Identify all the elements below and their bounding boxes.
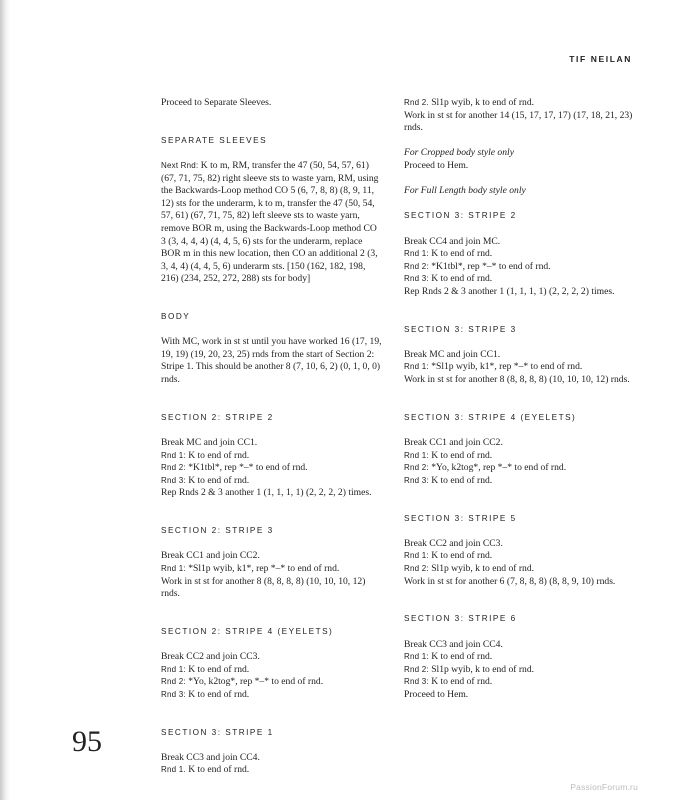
round-text: K to end of rnd. [188, 474, 250, 486]
instruction-line: Proceed to Hem. [404, 159, 469, 171]
round-label: Rnd 1: [161, 450, 186, 460]
round-text: *K1tbl*, rep *–* to end of rnd. [188, 462, 308, 474]
round-label: Rnd 1: [404, 551, 429, 561]
round-label: Rnd 1: [404, 362, 429, 372]
round-label: Rnd 2: [161, 463, 186, 473]
round-row [404, 550, 636, 563]
round-label: Rnd 1. [161, 765, 186, 775]
instruction-text: K to m, RM, transfer the 47 (50, 54, 57, 61) (67, 71, 75, 82) right sleeve sts to waste yarn, RM, using the Backwards-Loop method CO 5 (6, 7, 8, 8) (8, 9, 11, 12) sts for the underarm, k to m, transfer the 47 (50, 54, 57, 61) (67, 71, 75, 82) left sleeve sts to waste yarn, remove BOR m, using the Backwards-Loop method CO 3 (3, 4, 4, 4) (4, 4, 5, 6) sts for the underarm, replace BOR m in this new location, then CO an additional 2 (3, 3, 4, 4) (4, 4, 5, 6) underarm sts. [150 (162, 182, 198, 216) (234, 252, 272, 288) sts for body] [161, 159, 379, 285]
round-text: K to end of rnd. [188, 663, 250, 675]
intro-text: Proceed to Separate Sleeves. [161, 97, 272, 108]
section-heading-body: BODY [161, 312, 191, 322]
round-label: Rnd 1: [404, 450, 429, 460]
round-text: Sl1p wyib, k to end of rnd. [431, 97, 535, 108]
full-length-style-title: For Full Length body style only [404, 185, 526, 197]
instruction-line: Rep Rnds 2 & 3 another 1 (1, 1, 1, 1) (2, 2, 2, 2) times. [404, 285, 615, 297]
round-text: K to end of rnd. [431, 273, 493, 285]
round-row [404, 676, 636, 689]
round-text: K to end of rnd. [431, 248, 493, 260]
left-column [161, 97, 383, 777]
round-row [161, 764, 383, 777]
round-row [404, 273, 636, 286]
round-label: Rnd 2. [404, 98, 429, 107]
round-label: Rnd 3: [404, 475, 429, 485]
round-text: *Sl1p wyib, k1*, rep *–* to end of rnd. [188, 562, 340, 574]
round-row [404, 361, 636, 374]
round-label: Rnd 1: [161, 664, 186, 674]
watermark-text: PassionForum.ru [570, 782, 638, 792]
author-header: TIF NEILAN [569, 54, 632, 64]
round-text: K to end of rnd. [188, 449, 250, 461]
round-text: K to end of rnd. [188, 688, 250, 700]
round-row [404, 462, 636, 475]
instruction-line: Work in st st for another 6 (7, 8, 8, 8) (8, 8, 9, 10) rnds. [404, 575, 616, 587]
section-heading-s2-stripe3: SECTION 2: STRIPE 3 [161, 526, 274, 536]
round-label: Rnd 1: [404, 249, 429, 259]
instruction-line: Break CC3 and join CC4. [404, 638, 503, 650]
round-text: *Yo, k2tog*, rep *–* to end of rnd. [431, 462, 567, 474]
round-text: K to end of rnd. [431, 449, 493, 461]
round-text: K to end of rnd. [431, 676, 493, 688]
right-column [404, 97, 636, 702]
round-label: Rnd 2: [404, 563, 429, 573]
round-text: K to end of rnd. [188, 764, 250, 776]
round-text: *Sl1p wyib, k1*, rep *–* to end of rnd. [431, 361, 583, 373]
round-text: *Yo, k2tog*, rep *–* to end of rnd. [188, 676, 324, 688]
round-label: Rnd 2: [404, 261, 429, 271]
round-row [161, 450, 383, 463]
round-row [161, 462, 383, 475]
instruction-line: Break CC2 and join CC3. [161, 651, 260, 663]
round-text: *K1tbl*, rep *–* to end of rnd. [431, 260, 551, 272]
round-text: K to end of rnd. [431, 474, 493, 486]
instruction-line: Work in st st for another 8 (8, 8, 8, 8) (10, 10, 10, 12) rnds. [404, 374, 630, 386]
section-heading-s3-stripe6: SECTION 3: STRIPE 6 [404, 614, 517, 624]
section-heading-s3-stripe2: SECTION 3: STRIPE 2 [404, 211, 517, 221]
round-label: Rnd 3: [161, 475, 186, 485]
round-row [404, 450, 636, 463]
round-row [404, 475, 636, 488]
round-row [404, 248, 636, 261]
body-instructions: With MC, work in st st until you have worked 16 (17, 19, 19, 19) (19, 20, 23, 25) rnds from the start of Section 2: Stripe 1. This should be another 8 (7, 10, 6, 2) (0, 1, 0, 0) rnds. [161, 336, 382, 386]
section-heading-separate-sleeves: SEPARATE SLEEVES [161, 135, 268, 145]
round-label: Rnd 3: [404, 677, 429, 687]
round-label: Rnd 1: [161, 563, 186, 573]
round-row [161, 676, 383, 689]
round-row [404, 664, 636, 677]
round-label: Rnd 2: [161, 677, 186, 687]
instruction-line: Work in st st for another 14 (15, 17, 17, 17) (17, 18, 21, 23) rnds. [404, 109, 633, 134]
page-binding-shadow [0, 0, 10, 800]
round-label: Rnd 3: [404, 274, 429, 284]
instruction-line: Break CC3 and join CC4. [161, 751, 260, 763]
instruction-line: Rep Rnds 2 & 3 another 1 (1, 1, 1, 1) (2, 2, 2, 2) times. [161, 487, 372, 499]
round-row [161, 689, 383, 702]
round-row [404, 651, 636, 664]
section-heading-s3-stripe4: SECTION 3: STRIPE 4 (EYELETS) [404, 412, 577, 422]
instruction-line: Proceed to Hem. [404, 688, 469, 700]
round-text: K to end of rnd. [431, 550, 493, 562]
section-heading-s2-stripe4: SECTION 2: STRIPE 4 (EYELETS) [161, 626, 334, 636]
instruction-line: Break CC4 and join MC. [404, 235, 501, 247]
round-label: Rnd 3: [161, 689, 186, 699]
instruction-line: Break MC and join CC1. [404, 348, 501, 360]
round-label: Rnd 2: [404, 664, 429, 674]
round-row [161, 664, 383, 677]
round-row [404, 261, 636, 274]
instruction-line: Break CC1 and join CC2. [404, 437, 503, 449]
cropped-style-title: For Cropped body style only [404, 147, 514, 159]
separate-sleeves-instructions [161, 160, 383, 286]
section-heading-s2-stripe2: SECTION 2: STRIPE 2 [161, 412, 274, 422]
round-label: Rnd 1: [404, 652, 429, 662]
instruction-line: Break CC2 and join CC3. [404, 537, 503, 549]
round-label: Rnd 2: [404, 463, 429, 473]
round-row [161, 475, 383, 488]
round-text: Sl1p wyib, k to end of rnd. [431, 663, 535, 675]
round-row [404, 97, 636, 110]
instruction-line: Break MC and join CC1. [161, 437, 258, 449]
round-label: Next Rnd: [161, 160, 199, 170]
round-text: Sl1p wyib, k to end of rnd. [431, 562, 535, 574]
section-heading-s3-stripe3: SECTION 3: STRIPE 3 [404, 324, 517, 334]
round-row [404, 563, 636, 576]
section-heading-s3-stripe5: SECTION 3: STRIPE 5 [404, 513, 517, 523]
round-row [161, 563, 383, 576]
section-heading-s3-stripe1: SECTION 3: STRIPE 1 [161, 727, 274, 737]
instruction-line: Break CC1 and join CC2. [161, 550, 260, 562]
page-number: 95 [72, 725, 102, 758]
round-text: K to end of rnd. [431, 651, 493, 663]
instruction-line: Work in st st for another 8 (8, 8, 8, 8) (10, 10, 10, 12) rnds. [161, 575, 366, 600]
